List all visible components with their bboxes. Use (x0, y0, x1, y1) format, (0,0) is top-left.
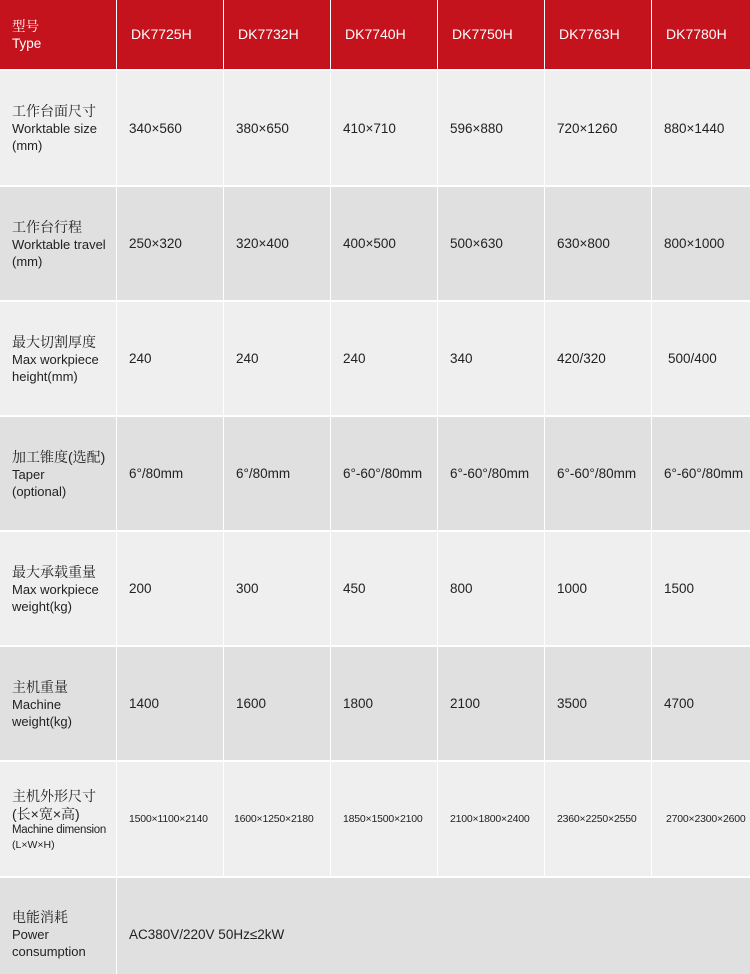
label-en-line2: (L×W×H) (12, 838, 55, 851)
value-cell: 1850×1500×2100 (331, 762, 437, 876)
value-cell: 1600 (224, 647, 330, 760)
label-zh-line2: (长×宽×高) (12, 805, 80, 822)
label-en-line2: weight(kg) (12, 598, 72, 614)
value-cell: 2700×2300×2600 (652, 762, 750, 876)
label-zh: 最大切割厚度 (12, 333, 96, 350)
value-cell: 2360×2250×2550 (545, 762, 651, 876)
value-cell: 400×500 (331, 187, 437, 300)
label-en-line1: Power (12, 927, 49, 942)
row-label-machine-weight (0, 647, 116, 760)
header-type-zh: 型号 (12, 18, 39, 34)
value-cell: 1500 (652, 532, 750, 645)
value-cell: 6°-60°/80mm (652, 417, 750, 530)
value-cell: 1400 (117, 647, 223, 760)
value-cell: 800×1000 (652, 187, 750, 300)
row-label-taper (0, 417, 116, 530)
row-label-power-consumption (0, 878, 116, 974)
value-cell: 1600×1250×2180 (224, 762, 330, 876)
value-cell: 6°-60°/80mm (545, 417, 651, 530)
value-cell: 340×560 (117, 71, 223, 185)
header-model-4: DK7750H (438, 0, 544, 69)
label-zh: 电能消耗 (12, 909, 68, 925)
value-cell: 320×400 (224, 187, 330, 300)
value-cell: 240 (331, 302, 437, 415)
label-en-line2: (optional) (12, 483, 67, 499)
value-cell: 340 (438, 302, 544, 415)
label-en-line2: (mm) (12, 253, 43, 269)
label-en-line2: weight(kg) (12, 713, 72, 729)
value-cell: 6°-60°/80mm (331, 417, 437, 530)
value-cell: 420/320 (545, 302, 651, 415)
value-cell: 410×710 (331, 71, 437, 185)
header-type-en: Type (12, 35, 42, 51)
value-cell: 1000 (545, 532, 651, 645)
value-cell: 6°-60°/80mm (438, 417, 544, 530)
value-cell: 630×800 (545, 187, 651, 300)
label-en-line1: Machine (12, 696, 62, 712)
value-cell: 500×630 (438, 187, 544, 300)
label-en-line1: Machine dimension (12, 823, 106, 836)
value-cell: 240 (117, 302, 223, 415)
value-cell: 1500×1100×2140 (117, 762, 223, 876)
row-label-max-height (0, 302, 116, 415)
header-model-2: DK7732H (224, 0, 330, 69)
value-cell: 800 (438, 532, 544, 645)
value-cell: 596×880 (438, 71, 544, 185)
label-en-line1: Max workpiece (12, 351, 99, 367)
header-model-5: DK7763H (545, 0, 651, 69)
value-cell: 4700 (652, 647, 750, 760)
row-label-worktable-travel (0, 187, 116, 300)
value-cell: 2100×1800×2400 (438, 762, 544, 876)
label-zh: 加工锥度(选配) (12, 448, 106, 465)
label-zh: 最大承载重量 (12, 563, 96, 580)
label-zh: 主机重量 (12, 678, 68, 695)
label-en-line1: Worktable size (12, 121, 98, 136)
value-cell: 300 (224, 532, 330, 645)
label-en-line2: consumption (12, 944, 86, 959)
value-cell: 2100 (438, 647, 544, 760)
value-cell: 500/400 (652, 302, 750, 415)
label-en-line1: Max workpiece (12, 581, 99, 597)
label-zh: 工作台行程 (12, 218, 82, 235)
value-cell: 3500 (545, 647, 651, 760)
power-value-cell: AC380V/220V 50Hz≤2kW (117, 878, 750, 974)
value-cell: 6°/80mm (224, 417, 330, 530)
value-cell: 1800 (331, 647, 437, 760)
value-cell: 6°/80mm (117, 417, 223, 530)
label-en-line1: Worktable travel (12, 236, 106, 252)
value-cell: 200 (117, 532, 223, 645)
value-cell: 720×1260 (545, 71, 651, 185)
value-cell: 380×650 (224, 71, 330, 185)
value-cell: 450 (331, 532, 437, 645)
value-cell: 250×320 (117, 187, 223, 300)
header-model-3: DK7740H (331, 0, 437, 69)
label-zh: 主机外形尺寸 (12, 787, 96, 804)
row-label-worktable-size (0, 71, 116, 185)
label-en-line2: (mm) (12, 138, 43, 153)
row-label-max-weight (0, 532, 116, 645)
header-model-1: DK7725H (117, 0, 223, 69)
value-cell: 880×1440 (652, 71, 750, 185)
label-en-line1: Taper (12, 466, 45, 482)
header-model-6: DK7780H (652, 0, 750, 69)
value-cell: 240 (224, 302, 330, 415)
label-zh: 工作台面尺寸 (12, 103, 96, 119)
label-en-line2: height(mm) (12, 368, 78, 384)
row-label-machine-dimension (0, 762, 116, 876)
header-type-cell (0, 0, 116, 69)
